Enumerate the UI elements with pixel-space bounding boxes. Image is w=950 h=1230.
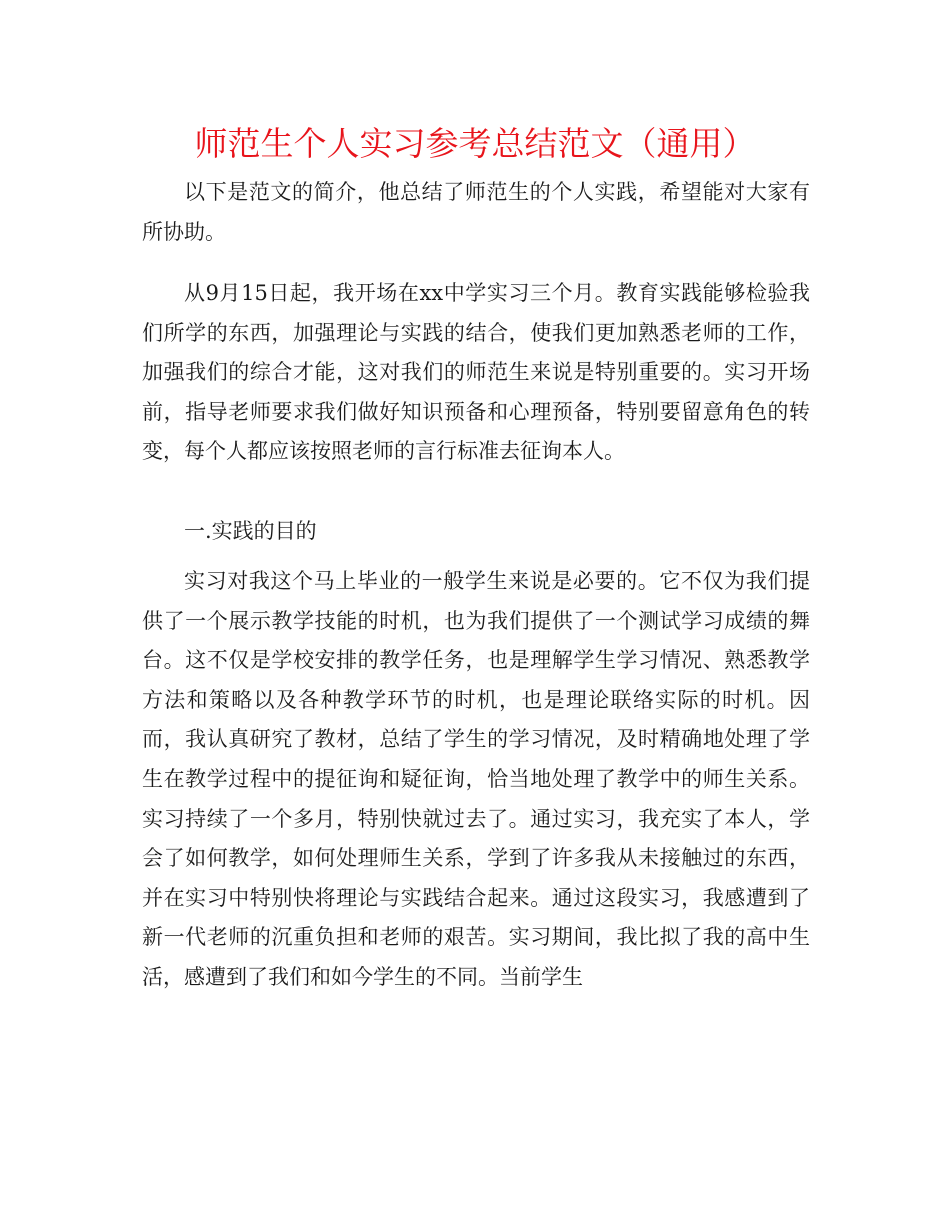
document-title: 师范生个人实习参考总结范文（通用） bbox=[194, 124, 756, 163]
paragraph-purpose: 实习对我这个马上毕业的一般学生来说是必要的。它不仅为我们提供了一个展示教学技能的时机，也为我们提供了一个测试学习成绩的舞台。这不仅是学校安排的教学任务，也是理解学生学习情况、熟悉教学方法和策略以及各种教学环节的时机，也是理论联络实际的时机。因而，我认真研究了教材，总结了学生的学习情况，及时精确地处理了学生在教学过程中的提征询和疑征询，恰当地处理了教学中的师生关系。实习持续了一个多月，特别快就过去了。通过实习，我充实了本人，学会了如何教学，如何处理师生关系，学到了许多我从未接触过的东西，并在实习中特别快将理论与实践结合起来。通过这段实习，我感遭到了新一代老师的沉重负担和老师的艰苦。实习期间，我比拟了我的高中生活，感遭到了我们和如今学生的不同。当前学生 bbox=[142, 569, 810, 989]
paragraph-background: 从9月15日起，我开场在xx中学实习三个月。教育实践能够检验我们所学的东西，加强理论与实践的结合，使我们更加熟悉老师的工作，加强我们的综合才能，这对我们的师范生来说是特别重要的。实习开场前，指导老师要求我们做好知识预备和心理预备，特别要留意角色的转变，每个人都应该按照老师的言行标准去征询本人。 bbox=[142, 281, 810, 464]
paragraph-intro: 以下是范文的简介，他总结了师范生的个人实践，希望能对大家有所协助。 bbox=[142, 180, 810, 244]
section-heading-purpose: 一.实践的目的 bbox=[184, 519, 317, 543]
